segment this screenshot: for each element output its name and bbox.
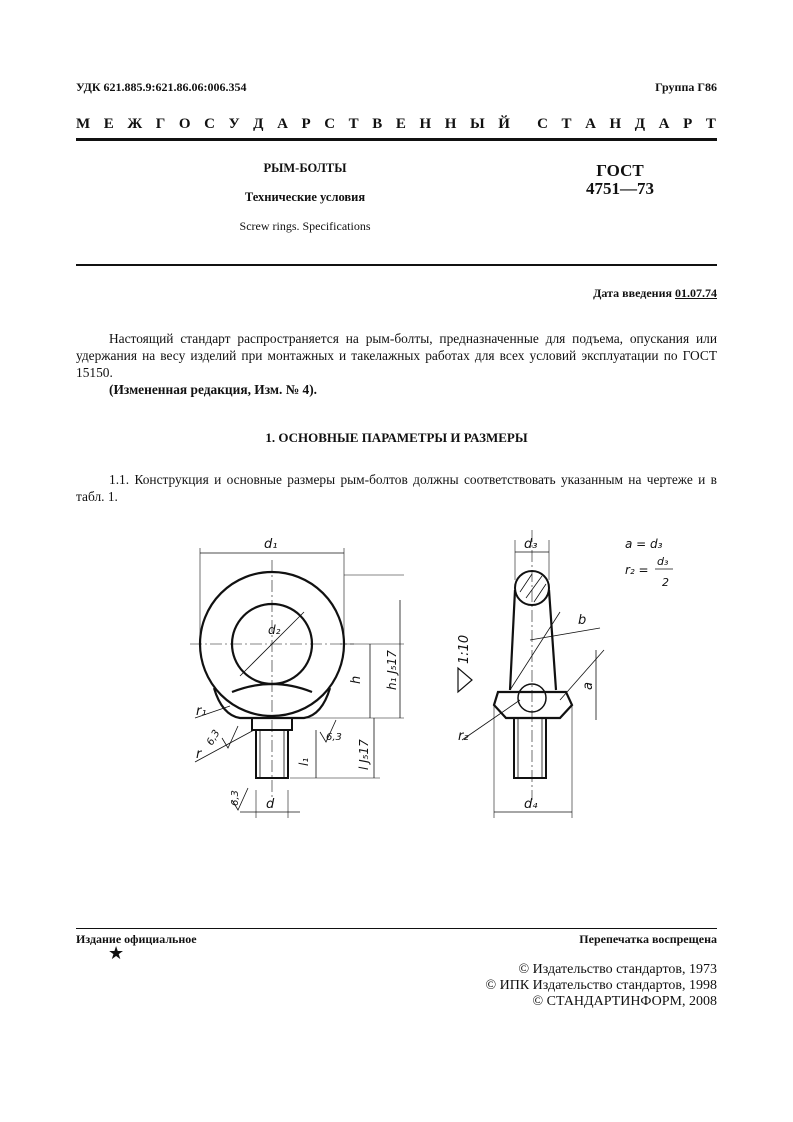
label-r2: r₂ xyxy=(458,729,469,744)
header-rule xyxy=(76,138,717,141)
label-d1: d₁ xyxy=(264,537,278,552)
label-rough-3: 6,3 xyxy=(230,790,241,806)
document-title: РЫМ-БОЛТЫ xyxy=(263,161,347,175)
formula-a: a = d₃ xyxy=(625,537,663,551)
date-label: Дата введения xyxy=(593,286,672,300)
clause-1-1: 1.1. Конструкция и основные размеры рым-болтов должны соответствовать указанным на чертеже и в табл. 1. xyxy=(76,472,717,504)
label-r1: r₁ xyxy=(196,704,207,719)
label-rough-2: 6,3 xyxy=(326,732,342,743)
eyebolt-front-view xyxy=(190,548,404,818)
english-title: Screw rings. Specifications xyxy=(239,219,371,233)
banner-letter: А xyxy=(585,116,596,132)
formula-r2-den: 2 xyxy=(662,576,669,589)
banner-letter: Й xyxy=(498,116,510,132)
effective-date xyxy=(593,286,717,301)
banner-letter: Р xyxy=(301,116,311,132)
label-d: d xyxy=(266,797,275,812)
label-d2: d₂ xyxy=(268,623,281,637)
label-d3: d₃ xyxy=(524,537,538,552)
banner-letter: А xyxy=(658,116,670,132)
section-heading: 1. ОСНОВНЫЕ ПАРАМЕТРЫ И РАЗМЕРЫ xyxy=(265,430,528,445)
amendment-note: (Измененная редакция, Изм. № 4). xyxy=(109,382,318,397)
banner-letter: Н xyxy=(419,116,432,132)
gost-label: ГОСТ xyxy=(596,161,644,180)
label-h: h xyxy=(349,675,364,684)
banner-letter: Д xyxy=(634,116,646,132)
banner-letter: У xyxy=(228,116,240,132)
banner-letter: Т xyxy=(705,116,716,132)
banner-letter: Д xyxy=(253,116,264,132)
banner-letter: Ж xyxy=(127,116,143,132)
label-a: a xyxy=(581,682,596,690)
udk-code: УДК 621.885.9:621.86.06:006.354 xyxy=(76,80,247,94)
banner-letter: В xyxy=(372,116,383,132)
title-rule xyxy=(76,264,717,266)
banner-letter: А xyxy=(277,116,288,132)
label-d4: d₄ xyxy=(524,797,538,812)
banner-letter: Ы xyxy=(469,116,485,132)
banner-letter: С xyxy=(204,116,215,132)
banner-letter: С xyxy=(537,116,548,132)
copyright-1: © Издательство стандартов, 1973 xyxy=(518,962,717,977)
gost-number: 4751—73 xyxy=(586,179,654,198)
banner-letter: Т xyxy=(348,116,359,132)
banner-letter: О xyxy=(178,116,191,132)
date-value: 01.07.74 xyxy=(675,286,717,300)
reprint-notice: Перепечатка воспрещена xyxy=(579,932,717,946)
formula-r2-lhs: r₂ = xyxy=(625,563,649,577)
banner-letter: М xyxy=(76,116,91,132)
banner-letter: С xyxy=(324,116,336,132)
copyright-3: © СТАНДАРТИНФОРМ, 2008 xyxy=(532,994,717,1009)
interstate-standard-banner xyxy=(76,116,716,133)
banner-letter: Е xyxy=(395,116,406,132)
official-edition: Издание официальное xyxy=(76,932,197,946)
label-l: l J₅17 xyxy=(357,739,371,770)
scope-paragraph: Настоящий стандарт распространяется на рым-болты, предназначенные для подъема, опускания или удержания на весу изделий при монтажных и такелажных работах для всех условий эксплуатации по ГОСТ 15150. xyxy=(76,331,717,380)
star-icon: ★ xyxy=(108,943,125,963)
banner-letter: Г xyxy=(155,116,166,132)
label-rough-1: 6,3 xyxy=(205,728,223,748)
banner-letter: Р xyxy=(683,116,693,132)
document-subtitle: Технические условия xyxy=(244,190,366,204)
copyright-2: © ИПК Издательство стандартов, 1998 xyxy=(485,978,717,993)
label-l1: l₁ xyxy=(297,757,311,766)
formula-r2-num: d₃ xyxy=(657,555,669,568)
label-h1: h₁ J₅17 xyxy=(385,650,399,690)
label-r: r xyxy=(196,747,202,762)
footer-rule xyxy=(76,928,717,929)
eyebolt-side-view xyxy=(458,530,604,818)
banner-letter: Т xyxy=(561,116,572,132)
label-taper: 1:10 xyxy=(457,634,472,664)
gost-designation xyxy=(560,162,680,198)
eyebolt-drawing xyxy=(0,520,793,830)
label-b: b xyxy=(578,613,587,628)
banner-letter: Н xyxy=(609,116,622,132)
banner-letter: Е xyxy=(103,116,114,132)
group-code: Группа Г86 xyxy=(655,80,717,94)
banner-letter: Н xyxy=(444,116,457,132)
